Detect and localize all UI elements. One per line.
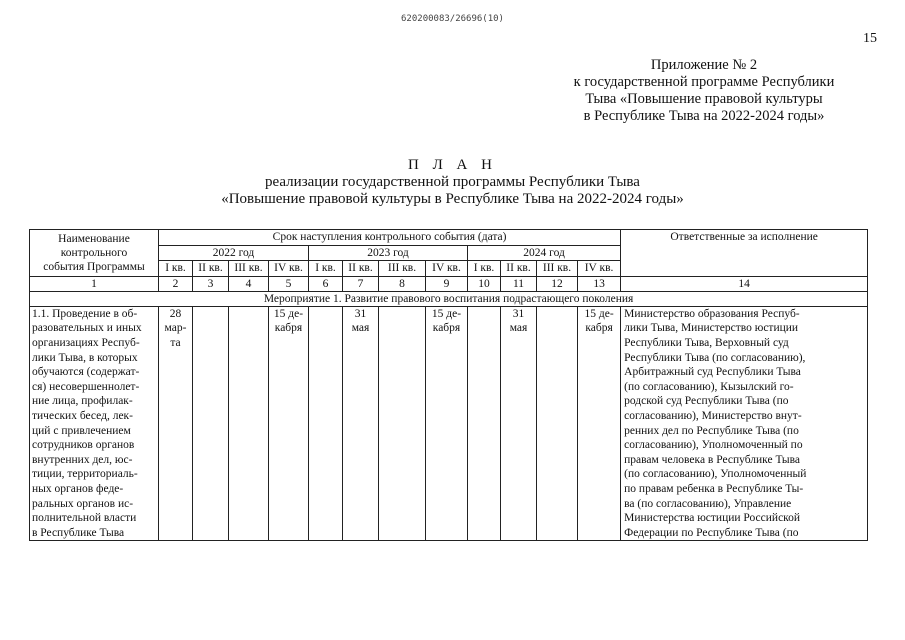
appendix-line: Тыва «Повышение правовой культуры [585, 91, 823, 107]
page-number: 15 [863, 31, 877, 46]
header-quarter: III кв. [379, 261, 426, 277]
header-quarter: II кв. [343, 261, 379, 277]
date-cell [193, 306, 229, 541]
column-number: 4 [229, 276, 269, 291]
header-quarter: IV кв. [426, 261, 468, 277]
column-number: 1 [30, 276, 159, 291]
header-quarter: III кв. [537, 261, 578, 277]
date-cell [468, 306, 501, 541]
appendix-header [539, 57, 869, 125]
date-cell [537, 306, 578, 541]
column-number: 11 [501, 276, 537, 291]
column-number: 9 [426, 276, 468, 291]
plan-table [29, 229, 868, 541]
date-cell: 15 де- кабря [269, 306, 309, 541]
date-cell: 15 де- кабря [578, 306, 621, 541]
date-cell [379, 306, 426, 541]
section-title: Мероприятие 1. Развитие правового воспитания подрастающего поколения [30, 291, 868, 306]
header-quarter: I кв. [309, 261, 343, 277]
column-number: 5 [269, 276, 309, 291]
responsible-cell: Министерство образования Респуб- лики Тыва, Министерство юстиции Республики Тыва, Верховный суд Республики Тыва (по согласованию), Арбитражный суд Республики Тыва (по согласованию), Кызылский го- родской суд Республики Тыва (по согласованию), Министерство внут- ренних дел по Республике Тыва (по согласованию), Уполномоченный по правам человека в Республике Тыва (по согласованию), Уполномоченный по правам ребенка в Республике Ты- ва (по согласованию), Управление Министерства юстиции Российской Федерации по Республике Тыва (по [621, 306, 868, 541]
header-quarter: I кв. [468, 261, 501, 277]
header-year: 2024 год [468, 245, 621, 261]
column-number: 6 [309, 276, 343, 291]
header-quarter: IV кв. [269, 261, 309, 277]
date-cell: 31 мая [501, 306, 537, 541]
header-year: 2022 год [159, 245, 309, 261]
column-number: 12 [537, 276, 578, 291]
column-number: 14 [621, 276, 868, 291]
header-term-group: Срок наступления контрольного события (дата) [159, 230, 621, 246]
document-id: 620200083/26696(10) [401, 14, 504, 24]
column-numbers-row [30, 276, 868, 291]
appendix-line: Приложение № 2 [650, 57, 758, 73]
column-number: 13 [578, 276, 621, 291]
title-plan: П Л А Н [408, 157, 497, 173]
header-responsible: Ответственные за исполнение [621, 230, 868, 277]
date-cell: 28 мар- та [159, 306, 193, 541]
title-line: «Повышение правовой культуры в Республике Тыва на 2022-2024 годы» [221, 191, 684, 207]
header-quarter: I кв. [159, 261, 193, 277]
date-cell: 15 де- кабря [426, 306, 468, 541]
header-quarter: II кв. [193, 261, 229, 277]
table-row [30, 306, 868, 541]
date-cell: 31 мая [343, 306, 379, 541]
document-title [0, 157, 905, 208]
title-line: реализации государственной программы Республики Тыва [265, 174, 640, 190]
appendix-line: к государственной программе Республики [573, 74, 835, 90]
column-number: 7 [343, 276, 379, 291]
event-name: 1.1. Проведение в об- разовательных и иных организациях Респуб- лики Тыва, в которых обучаются (содержат- ся) несовершеннолет- ние лица, профилак- тических бесед, лек- ций с привлечением сотрудников органов внутренних дел, юс- тиции, территориаль- ных органов феде- ральных органов ис- полнительной власти в Республике Тыва [30, 306, 159, 541]
appendix-line: в Республике Тыва на 2022-2024 годы» [583, 108, 825, 124]
date-cell [229, 306, 269, 541]
column-number: 3 [193, 276, 229, 291]
section-row [30, 291, 868, 306]
header-quarter: II кв. [501, 261, 537, 277]
header-quarter: III кв. [229, 261, 269, 277]
header-quarter: IV кв. [578, 261, 621, 277]
header-year: 2023 год [309, 245, 468, 261]
column-number: 8 [379, 276, 426, 291]
column-number: 10 [468, 276, 501, 291]
column-number: 2 [159, 276, 193, 291]
date-cell [309, 306, 343, 541]
header-name-column: Наименование контрольного события Программы [30, 230, 159, 277]
